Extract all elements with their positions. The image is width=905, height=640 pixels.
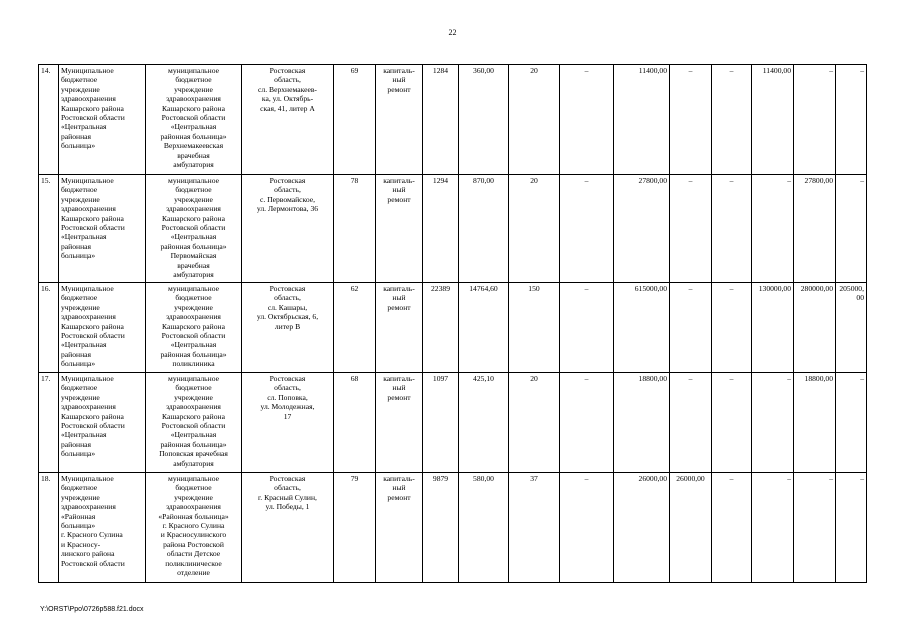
col-15-cell: – <box>836 473 867 583</box>
address-cell: Ростовская область, сл. Поповка, ул. Молодежная, 17 <box>242 373 334 473</box>
col-6-cell: 1294 <box>423 175 459 283</box>
address-cell: Ростовская область, с. Первомайское, ул. Лермонтова, 36 <box>242 175 334 283</box>
col-9-cell: – <box>560 175 614 283</box>
work-type-cell: капиталь- ный ремонт <box>376 175 423 283</box>
row-number: 16. <box>39 283 59 373</box>
col-7-cell: 870,00 <box>459 175 509 283</box>
facility-cell: муниципальное бюджетное учреждение здравоохранения Кашарского района Ростовской области «Центральная районная больница» Первомайская врачебная амбулатория <box>146 175 242 283</box>
col-6-cell: 22389 <box>423 283 459 373</box>
col-13-cell: – <box>752 175 794 283</box>
col-11-cell: 26000,00 <box>670 473 712 583</box>
col-15-cell: 205000,00 <box>836 283 867 373</box>
table-row <box>39 175 867 283</box>
col-14-cell: – <box>794 65 836 175</box>
col-4-cell: 79 <box>334 473 376 583</box>
col-8-cell: 20 <box>509 65 560 175</box>
col-14-cell: 27800,00 <box>794 175 836 283</box>
col-10-cell: 27800,00 <box>614 175 670 283</box>
col-13-cell: 11400,00 <box>752 65 794 175</box>
col-6-cell: 1284 <box>423 65 459 175</box>
work-type-cell: капиталь- ный ремонт <box>376 283 423 373</box>
col-12-cell: – <box>712 65 752 175</box>
col-11-cell: – <box>670 373 712 473</box>
col-8-cell: 37 <box>509 473 560 583</box>
col-13-cell: 130000,00 <box>752 283 794 373</box>
col-14-cell: 280000,00 <box>794 283 836 373</box>
col-9-cell: – <box>560 283 614 373</box>
institution-cell: Муниципальное бюджетное учреждение здравоохранения Кашарского района Ростовской области «Центральная районная больница» <box>59 175 146 283</box>
col-12-cell: – <box>712 473 752 583</box>
col-8-cell: 20 <box>509 373 560 473</box>
row-number: 18. <box>39 473 59 583</box>
col-6-cell: 1097 <box>423 373 459 473</box>
facility-cell: муниципальное бюджетное учреждение здравоохранения «Районная больница» г. Красного Сулина и Красносулинского района Ростовской области Детское поликлиническое отделение <box>146 473 242 583</box>
col-7-cell: 580,00 <box>459 473 509 583</box>
col-9-cell: – <box>560 65 614 175</box>
row-number: 15. <box>39 175 59 283</box>
table-row <box>39 373 867 473</box>
col-13-cell: – <box>752 473 794 583</box>
work-type-cell: капиталь- ный ремонт <box>376 373 423 473</box>
col-10-cell: 26000,00 <box>614 473 670 583</box>
address-cell: Ростовская область, сл. Кашары, ул. Октябрьская, 6, литер В <box>242 283 334 373</box>
col-7-cell: 425,10 <box>459 373 509 473</box>
facility-cell: муниципальное бюджетное учреждение здравоохранения Кашарского района Ростовской области «Центральная районная больница» Поповская врачебная амбулатория <box>146 373 242 473</box>
col-15-cell: – <box>836 373 867 473</box>
col-13-cell: – <box>752 373 794 473</box>
col-9-cell: – <box>560 473 614 583</box>
row-number: 17. <box>39 373 59 473</box>
work-type-cell: капиталь- ный ремонт <box>376 65 423 175</box>
facility-cell: муниципальное бюджетное учреждение здравоохранения Кашарского района Ростовской области «Центральная районная больница» Верхнемакеевская врачебная амбулатория <box>146 65 242 175</box>
col-12-cell: – <box>712 373 752 473</box>
facilities-table <box>38 64 867 583</box>
col-14-cell: 18800,00 <box>794 373 836 473</box>
col-9-cell: – <box>560 373 614 473</box>
col-11-cell: – <box>670 175 712 283</box>
page-number: 22 <box>448 28 457 37</box>
work-type-cell: капиталь- ный ремонт <box>376 473 423 583</box>
col-12-cell: – <box>712 283 752 373</box>
institution-cell: Муниципальное бюджетное учреждение здравоохранения Кашарского района Ростовской области «Центральная районная больница» <box>59 283 146 373</box>
col-4-cell: 78 <box>334 175 376 283</box>
table-row <box>39 283 867 373</box>
col-10-cell: 615000,00 <box>614 283 670 373</box>
col-6-cell: 9879 <box>423 473 459 583</box>
facility-cell: муниципальное бюджетное учреждение здравоохранения Кашарского района Ростовской области «Центральная районная больница» поликлиника <box>146 283 242 373</box>
col-8-cell: 20 <box>509 175 560 283</box>
col-4-cell: 62 <box>334 283 376 373</box>
col-11-cell: – <box>670 65 712 175</box>
col-8-cell: 150 <box>509 283 560 373</box>
col-4-cell: 69 <box>334 65 376 175</box>
col-14-cell: – <box>794 473 836 583</box>
footer-file-path: Y:\ORST\Ppo\0726p588.f21.docx <box>40 606 144 613</box>
row-number: 14. <box>39 65 59 175</box>
col-7-cell: 360,00 <box>459 65 509 175</box>
col-10-cell: 11400,00 <box>614 65 670 175</box>
institution-cell: Муниципальное бюджетное учреждение здравоохранения Кашарского района Ростовской области «Центральная районная больница» <box>59 65 146 175</box>
col-7-cell: 14764,60 <box>459 283 509 373</box>
col-15-cell: – <box>836 65 867 175</box>
table-row <box>39 65 867 175</box>
col-12-cell: – <box>712 175 752 283</box>
institution-cell: Муниципальное бюджетное учреждение здравоохранения Кашарского района Ростовской области «Центральная районная больница» <box>59 373 146 473</box>
col-4-cell: 68 <box>334 373 376 473</box>
col-15-cell: – <box>836 175 867 283</box>
institution-cell: Муниципальное бюджетное учреждение здравоохранения «Районная больница» г. Красного Сулина и Красносу- линского района Ростовской области <box>59 473 146 583</box>
table-row <box>39 473 867 583</box>
address-cell: Ростовская область, г. Красный Сулин, ул. Победы, 1 <box>242 473 334 583</box>
col-11-cell: – <box>670 283 712 373</box>
address-cell: Ростовская область, сл. Верхнемакеев- ка, ул. Октябрь- ская, 41, литер А <box>242 65 334 175</box>
col-10-cell: 18800,00 <box>614 373 670 473</box>
